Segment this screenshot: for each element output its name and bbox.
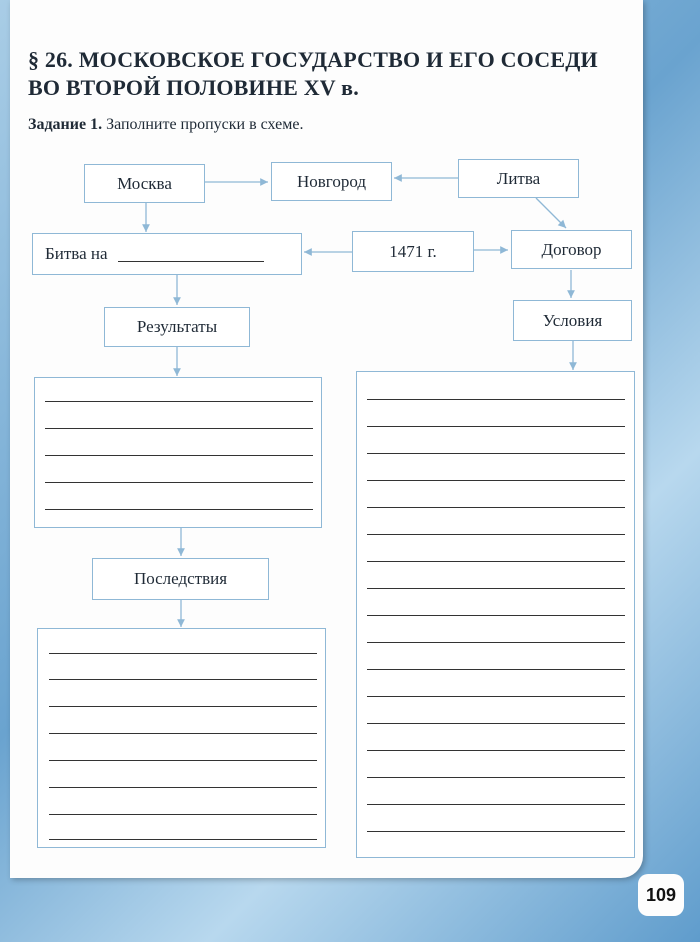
box-moscow (84, 164, 205, 203)
answer-line (367, 453, 625, 454)
box-year (352, 231, 474, 272)
answer-line (367, 696, 625, 697)
box-treaty (511, 230, 632, 269)
answer-line (367, 750, 625, 751)
results-answer-box[interactable] (34, 377, 322, 528)
answer-line (367, 831, 625, 832)
answer-line (49, 839, 317, 840)
answer-line (49, 653, 317, 654)
answer-line (367, 669, 625, 670)
answer-line (367, 507, 625, 508)
answer-line (45, 455, 313, 456)
answer-line (367, 588, 625, 589)
box-lithuania (458, 159, 579, 198)
box-novgorod (271, 162, 392, 201)
answer-line (367, 777, 625, 778)
answer-line (367, 480, 625, 481)
answer-line (367, 615, 625, 616)
heading-line-1: § 26. МОСКОВСКОЕ ГОСУДАРСТВО И ЕГО СОСЕДИ (28, 47, 598, 72)
answer-line (49, 733, 317, 734)
treaty-label: Договор (541, 239, 602, 259)
results-label: Результаты (136, 317, 218, 336)
answer-line (367, 399, 625, 400)
answer-line (45, 401, 313, 402)
conditions-label: Условия (542, 310, 603, 330)
page-number: 109 (638, 874, 684, 916)
answer-line (49, 814, 317, 815)
box-conditions (513, 300, 632, 341)
answer-line (367, 426, 625, 427)
answer-line (367, 534, 625, 535)
answer-line (367, 642, 625, 643)
task-label: Задание 1. (28, 116, 103, 133)
lithuania-label: Литва (496, 168, 541, 188)
answer-line (49, 679, 317, 680)
moscow-label: Москва (117, 173, 172, 193)
answer-line (367, 561, 625, 562)
heading-line-2: ВО ВТОРОЙ ПОЛОВИНЕ XV в. (28, 75, 359, 100)
battle-prefix: Битва на (45, 244, 108, 263)
answer-line (45, 509, 313, 510)
box-battle (32, 233, 302, 275)
answer-line (49, 706, 317, 707)
answer-line (367, 804, 625, 805)
answer-line (49, 787, 317, 788)
conditions-answer-box[interactable] (356, 371, 635, 858)
answer-line (49, 760, 317, 761)
battle-blank-line[interactable] (118, 247, 264, 262)
answer-line (45, 482, 313, 483)
answer-line (45, 428, 313, 429)
arrow-lithuania-treaty (536, 198, 566, 228)
consequences-answer-box[interactable] (37, 628, 326, 848)
answer-line (367, 723, 625, 724)
consequences-label: Последствия (133, 569, 228, 588)
task-text: Заполните пропуски в схеме. (106, 116, 304, 133)
box-results (104, 307, 250, 347)
novgorod-label: Новгород (296, 171, 366, 191)
year-label: 1471 г. (389, 241, 437, 261)
box-consequences (92, 558, 269, 600)
